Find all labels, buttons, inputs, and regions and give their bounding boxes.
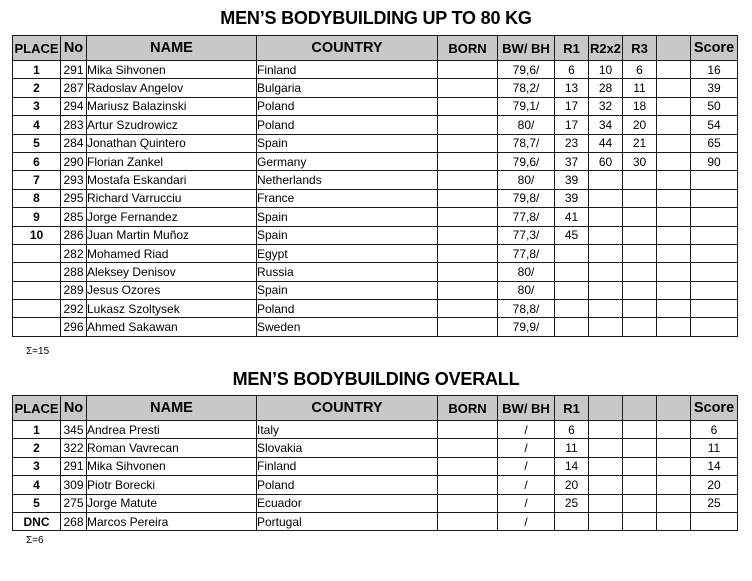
country-cell: Finland (257, 61, 438, 79)
round2-cell (589, 512, 623, 530)
country-cell: Poland (257, 300, 438, 318)
place-cell: 1 (13, 421, 61, 439)
country-cell: Russia (257, 263, 438, 281)
round1-cell: 6 (555, 61, 589, 79)
place-cell (13, 318, 61, 336)
table-row (13, 439, 738, 457)
table-row (13, 189, 738, 207)
header-country: COUNTRY (257, 396, 438, 421)
round1-cell (555, 300, 589, 318)
name-cell: Radoslav Angelov (87, 79, 257, 97)
born-cell (438, 61, 498, 79)
number-cell: 292 (61, 300, 87, 318)
round3-cell (623, 300, 657, 318)
header-place: PLACE (13, 36, 61, 61)
round3-cell (623, 318, 657, 336)
round3-cell (623, 244, 657, 262)
round1-cell (555, 318, 589, 336)
country-cell: France (257, 189, 438, 207)
born-cell (438, 226, 498, 244)
round1-cell: 11 (555, 439, 589, 457)
number-cell: 291 (61, 61, 87, 79)
header-name: NAME (87, 36, 257, 61)
bodyweight-cell: 77,3/ (498, 226, 555, 244)
bodyweight-cell: 77,8/ (498, 208, 555, 226)
round3-cell (623, 189, 657, 207)
table-row (13, 171, 738, 189)
born-cell (438, 421, 498, 439)
round2-cell (589, 189, 623, 207)
number-cell: 294 (61, 97, 87, 115)
number-cell: 289 (61, 281, 87, 299)
round2-cell: 32 (589, 97, 623, 115)
table-row (13, 263, 738, 281)
number-cell: 282 (61, 244, 87, 262)
blank-cell (657, 208, 691, 226)
blank-cell (657, 512, 691, 530)
round1-cell: 14 (555, 457, 589, 475)
header-place: PLACE (13, 396, 61, 421)
place-cell: DNC (13, 512, 61, 530)
score-cell: 54 (691, 116, 738, 134)
table-row (13, 421, 738, 439)
round3-cell (623, 494, 657, 512)
country-cell: Sweden (257, 318, 438, 336)
place-cell: 2 (13, 79, 61, 97)
section2-title: MEN’S BODYBUILDING OVERALL (232, 369, 520, 389)
round2-cell (589, 476, 623, 494)
born-cell (438, 116, 498, 134)
bodyweight-cell: 79,9/ (498, 318, 555, 336)
born-cell (438, 300, 498, 318)
country-cell: Italy (257, 421, 438, 439)
number-cell: 284 (61, 134, 87, 152)
round2-cell (589, 318, 623, 336)
born-cell (438, 152, 498, 170)
round3-cell (623, 457, 657, 475)
bodyweight-cell: / (498, 421, 555, 439)
name-cell: Juan Martin Muñoz (87, 226, 257, 244)
name-cell: Andrea Presti (87, 421, 257, 439)
round2-cell (589, 263, 623, 281)
table-row (13, 457, 738, 475)
place-cell (13, 244, 61, 262)
name-cell: Aleksey Denisov (87, 263, 257, 281)
round2-cell (589, 457, 623, 475)
country-cell: Finland (257, 457, 438, 475)
number-cell: 275 (61, 494, 87, 512)
place-cell: 6 (13, 152, 61, 170)
round1-cell: 25 (555, 494, 589, 512)
round3-cell: 20 (623, 116, 657, 134)
round3-cell (623, 476, 657, 494)
score-cell: 39 (691, 79, 738, 97)
score-cell: 50 (691, 97, 738, 115)
round3-cell: 6 (623, 61, 657, 79)
blank-cell (657, 134, 691, 152)
place-cell: 10 (13, 226, 61, 244)
country-cell: Spain (257, 226, 438, 244)
number-cell: 290 (61, 152, 87, 170)
header-no: No (61, 396, 87, 421)
country-cell: Spain (257, 281, 438, 299)
round1-cell: 6 (555, 421, 589, 439)
round1-cell: 39 (555, 189, 589, 207)
score-cell: 16 (691, 61, 738, 79)
bodyweight-cell: / (498, 494, 555, 512)
round1-cell: 17 (555, 116, 589, 134)
score-cell: 20 (691, 476, 738, 494)
round1-cell: 13 (555, 79, 589, 97)
round2-cell (589, 494, 623, 512)
header-r1: R1 (555, 396, 589, 421)
blank-cell (657, 421, 691, 439)
name-cell: Artur Szudrowicz (87, 116, 257, 134)
number-cell: 285 (61, 208, 87, 226)
header-born: BORN (438, 396, 498, 421)
bodyweight-cell: 80/ (498, 116, 555, 134)
header-r2 (589, 396, 623, 421)
round2-cell (589, 208, 623, 226)
bodyweight-cell: 79,6/ (498, 61, 555, 79)
blank-cell (657, 171, 691, 189)
name-cell: Marcos Pereira (87, 512, 257, 530)
born-cell (438, 476, 498, 494)
blank-cell (657, 494, 691, 512)
name-cell: Roman Vavrecan (87, 439, 257, 457)
score-cell: 11 (691, 439, 738, 457)
score-cell (691, 281, 738, 299)
table-header-row (13, 396, 738, 421)
table-row (13, 226, 738, 244)
number-cell: 286 (61, 226, 87, 244)
round3-cell (623, 421, 657, 439)
place-cell: 5 (13, 134, 61, 152)
table-row (13, 61, 738, 79)
round3-cell: 18 (623, 97, 657, 115)
place-cell: 9 (13, 208, 61, 226)
blank-cell (657, 439, 691, 457)
bodyweight-cell: / (498, 476, 555, 494)
header-blank (657, 396, 691, 421)
header-r3 (623, 396, 657, 421)
country-cell: Poland (257, 116, 438, 134)
name-cell: Piotr Borecki (87, 476, 257, 494)
place-cell: 8 (13, 189, 61, 207)
table-row (13, 244, 738, 262)
round3-cell (623, 171, 657, 189)
table-row (13, 512, 738, 530)
round2-cell: 60 (589, 152, 623, 170)
table-row (13, 134, 738, 152)
place-cell: 2 (13, 439, 61, 457)
bodyweight-cell: / (498, 457, 555, 475)
round1-cell (555, 281, 589, 299)
bodyweight-cell: 78,8/ (498, 300, 555, 318)
country-cell: Spain (257, 134, 438, 152)
born-cell (438, 79, 498, 97)
round3-cell: 30 (623, 152, 657, 170)
round3-cell: 21 (623, 134, 657, 152)
header-country: COUNTRY (257, 36, 438, 61)
round3-cell (623, 263, 657, 281)
name-cell: Mohamed Riad (87, 244, 257, 262)
score-cell (691, 189, 738, 207)
score-cell (691, 300, 738, 318)
bodyweight-cell: 78,2/ (498, 79, 555, 97)
number-cell: 295 (61, 189, 87, 207)
blank-cell (657, 97, 691, 115)
round1-cell: 37 (555, 152, 589, 170)
bodyweight-cell: / (498, 512, 555, 530)
number-cell: 291 (61, 457, 87, 475)
header-bw: BW/ BH (498, 396, 555, 421)
table-header-row (13, 36, 738, 61)
score-cell: 65 (691, 134, 738, 152)
name-cell: Ahmed Sakawan (87, 318, 257, 336)
name-cell: Mariusz Balazinski (87, 97, 257, 115)
place-cell (13, 263, 61, 281)
country-cell: Spain (257, 208, 438, 226)
number-cell: 268 (61, 512, 87, 530)
place-cell: 7 (13, 171, 61, 189)
score-cell (691, 512, 738, 530)
table-row (13, 116, 738, 134)
number-cell: 288 (61, 263, 87, 281)
born-cell (438, 281, 498, 299)
place-cell: 4 (13, 116, 61, 134)
blank-cell (657, 244, 691, 262)
born-cell (438, 512, 498, 530)
place-cell (13, 300, 61, 318)
table-row (13, 494, 738, 512)
country-cell: Egypt (257, 244, 438, 262)
name-cell: Mika Sihvonen (87, 457, 257, 475)
born-cell (438, 244, 498, 262)
round3-cell: 11 (623, 79, 657, 97)
round2-cell (589, 300, 623, 318)
round3-cell (623, 226, 657, 244)
born-cell (438, 97, 498, 115)
score-cell: 14 (691, 457, 738, 475)
table-row (13, 208, 738, 226)
header-no: No (61, 36, 87, 61)
score-cell: 90 (691, 152, 738, 170)
header-score: Score (691, 396, 738, 421)
blank-cell (657, 281, 691, 299)
bodyweight-cell: 79,1/ (498, 97, 555, 115)
round3-cell (623, 439, 657, 457)
results-table-up-to-80kg (12, 35, 738, 337)
score-cell: 6 (691, 421, 738, 439)
name-cell: Mostafa Eskandari (87, 171, 257, 189)
round2-cell (589, 439, 623, 457)
round2-cell: 28 (589, 79, 623, 97)
round1-cell (555, 512, 589, 530)
name-cell: Florian Zankel (87, 152, 257, 170)
number-cell: 309 (61, 476, 87, 494)
born-cell (438, 171, 498, 189)
country-cell: Germany (257, 152, 438, 170)
born-cell (438, 263, 498, 281)
score-cell (691, 171, 738, 189)
score-cell: 25 (691, 494, 738, 512)
country-cell: Netherlands (257, 171, 438, 189)
table-row (13, 318, 738, 336)
bodyweight-cell: 77,8/ (498, 244, 555, 262)
round1-cell: 39 (555, 171, 589, 189)
born-cell (438, 318, 498, 336)
score-cell (691, 226, 738, 244)
round2-cell: 10 (589, 61, 623, 79)
country-cell: Portugal (257, 512, 438, 530)
name-cell: Jesus Ozores (87, 281, 257, 299)
blank-cell (657, 152, 691, 170)
round1-cell: 17 (555, 97, 589, 115)
country-cell: Poland (257, 97, 438, 115)
name-cell: Jorge Matute (87, 494, 257, 512)
round2-cell: 44 (589, 134, 623, 152)
round2-cell (589, 281, 623, 299)
place-cell (13, 281, 61, 299)
place-cell: 1 (13, 61, 61, 79)
round1-cell: 23 (555, 134, 589, 152)
round1-cell: 41 (555, 208, 589, 226)
blank-cell (657, 61, 691, 79)
score-cell (691, 318, 738, 336)
name-cell: Jonathan Quintero (87, 134, 257, 152)
round1-cell: 20 (555, 476, 589, 494)
number-cell: 287 (61, 79, 87, 97)
score-cell (691, 208, 738, 226)
blank-cell (657, 263, 691, 281)
round3-cell (623, 512, 657, 530)
number-cell: 322 (61, 439, 87, 457)
round1-cell (555, 244, 589, 262)
header-name: NAME (87, 396, 257, 421)
round2-cell (589, 421, 623, 439)
table-row (13, 97, 738, 115)
country-cell: Ecuador (257, 494, 438, 512)
section1-total: Σ=15 (26, 346, 50, 357)
header-bw: BW/ BH (498, 36, 555, 61)
round1-cell: 45 (555, 226, 589, 244)
bodyweight-cell: 80/ (498, 281, 555, 299)
blank-cell (657, 79, 691, 97)
name-cell: Richard Varrucciu (87, 189, 257, 207)
round2-cell (589, 244, 623, 262)
round1-cell (555, 263, 589, 281)
born-cell (438, 457, 498, 475)
blank-cell (657, 318, 691, 336)
header-r1: R1 (555, 36, 589, 61)
born-cell (438, 208, 498, 226)
country-cell: Bulgaria (257, 79, 438, 97)
score-cell (691, 263, 738, 281)
blank-cell (657, 226, 691, 244)
place-cell: 5 (13, 494, 61, 512)
born-cell (438, 439, 498, 457)
table-row (13, 300, 738, 318)
born-cell (438, 494, 498, 512)
section1-title: MEN’S BODYBUILDING UP TO 80 KG (220, 8, 532, 28)
bodyweight-cell: 80/ (498, 171, 555, 189)
blank-cell (657, 300, 691, 318)
place-cell: 4 (13, 476, 61, 494)
header-born: BORN (438, 36, 498, 61)
name-cell: Jorge Fernandez (87, 208, 257, 226)
round3-cell (623, 281, 657, 299)
results-table-overall (12, 395, 738, 531)
number-cell: 283 (61, 116, 87, 134)
blank-cell (657, 476, 691, 494)
bodyweight-cell: 79,6/ (498, 152, 555, 170)
bodyweight-cell: / (498, 439, 555, 457)
bodyweight-cell: 79,8/ (498, 189, 555, 207)
round2-cell (589, 226, 623, 244)
header-blank (657, 36, 691, 61)
table-row (13, 476, 738, 494)
bodyweight-cell: 80/ (498, 263, 555, 281)
round3-cell (623, 208, 657, 226)
born-cell (438, 134, 498, 152)
blank-cell (657, 457, 691, 475)
bodyweight-cell: 78,7/ (498, 134, 555, 152)
table-row (13, 79, 738, 97)
header-score: Score (691, 36, 738, 61)
round2-cell: 34 (589, 116, 623, 134)
round2-cell (589, 171, 623, 189)
country-cell: Slovakia (257, 439, 438, 457)
table-row (13, 281, 738, 299)
header-r2: R2x2 (589, 36, 623, 61)
name-cell: Mika Sihvonen (87, 61, 257, 79)
born-cell (438, 189, 498, 207)
number-cell: 345 (61, 421, 87, 439)
number-cell: 296 (61, 318, 87, 336)
number-cell: 293 (61, 171, 87, 189)
table-row (13, 152, 738, 170)
score-cell (691, 244, 738, 262)
blank-cell (657, 189, 691, 207)
header-r3: R3 (623, 36, 657, 61)
name-cell: Lukasz Szoltysek (87, 300, 257, 318)
blank-cell (657, 116, 691, 134)
country-cell: Poland (257, 476, 438, 494)
place-cell: 3 (13, 457, 61, 475)
place-cell: 3 (13, 97, 61, 115)
section2-total: Σ=6 (26, 535, 44, 546)
